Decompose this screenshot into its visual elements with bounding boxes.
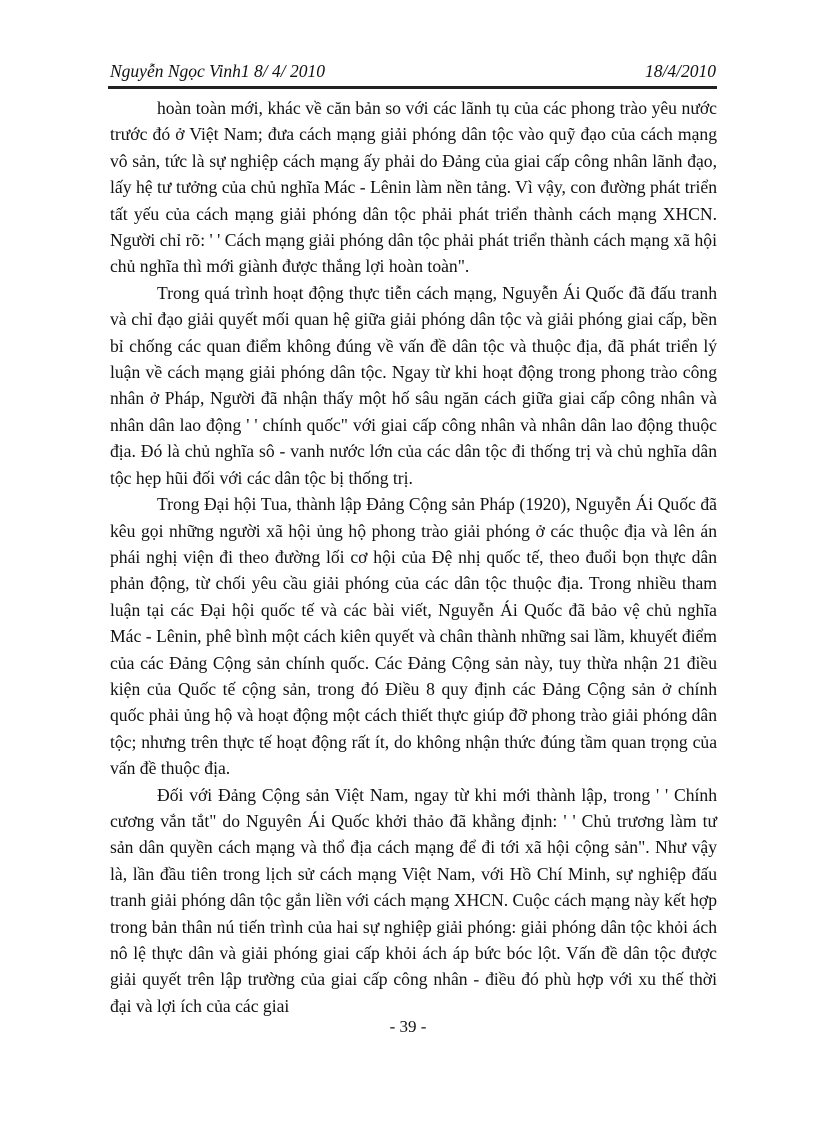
header-divider — [108, 86, 717, 89]
page-number: - 39 - — [389, 1017, 427, 1036]
header-date: 18/4/2010 — [645, 61, 716, 81]
page-header — [110, 59, 716, 83]
paragraph-4: Đối với Đảng Cộng sản Việt Nam, ngay từ khi mới thành lập, trong ' ' Chính cương vắn tắt" do Nguyên Ái Quốc khởi thảo đã khẳng định: ' ' Chủ trương làm tư sản dân quyền cách mạng và thổ địa cách mạng để đi tới xã hội cộng sản". Như vậy là, lần đầu tiên trong lịch sử cách mạng Việt Nam, với Hồ Chí Minh, sự nghiệp đấu tranh giải phóng dân tộc gắn liền với cách mạng XHCN. Cuộc cách mạng này kết hợp trong bản thân nú tiến trình của hai sự nghiệp giải phóng: giải phóng dân tộc khỏi ách nô lệ thực dân và giải phóng giai cấp khỏi ách áp bức bóc lột. Vấn đề dân tộc được giải quyết trên lập trường của giai cấp công nhân - điều đó phù hợp với xu thế thời đại và lợi ích của các giai — [110, 784, 717, 1016]
paragraph-1: hoàn toàn mới, khác về căn bản so với các lãnh tụ của các phong trào yêu nước trước đó ở Việt Nam; đưa cách mạng giải phóng dân tộc vào quỹ đạo của cách mạng vô sản, tức là sự nghiệp cách mạng ấy phải do Đảng của giai cấp công nhân lãnh đạo, lấy hệ tư tưởng của chủ nghĩa Mác - Lênin làm nền tảng. Vì vậy, con đường phát triển tất yếu của cách mạng giải phóng dân tộc phải phát triển thành cách mạng XHCN. Người chỉ rõ: ' ' Cách mạng giải phóng dân tộc phải phát triển thành cách mạng xã hội chủ nghĩa thì mới giành được thắng lợi hoàn toàn". — [110, 98, 717, 277]
paragraph-3: Trong Đại hội Tua, thành lập Đảng Cộng sản Pháp (1920), Nguyễn Ái Quốc đã kêu gọi những người xã hội ủng hộ phong trào giải phóng ở các thuộc địa và lên án phái nghị viện đi theo đường lối cơ hội của Đệ nhị quốc tế, theo đuổi bọn thực dân phản động, từ chối yêu cầu giải phóng của các dân tộc thuộc địa. Trong nhiều tham luận tại các Đại hội quốc tế và các bài viết, Nguyễn Ái Quốc đã bảo vệ chủ nghĩa Mác - Lênin, phê bình một cách kiên quyết và chân thành những sai lầm, khuyết điểm của các Đảng Cộng sản chính quốc. Các Đảng Cộng sản này, tuy thừa nhận 21 điều kiện của Quốc tế cộng sản, trong đó Điều 8 quy định các Đảng Cộng sản ở chính quốc phải ủng hộ và hoạt động một cách thiết thực giúp đỡ phong trào giải phóng dân tộc; nhưng trên thực tế hoạt động rất ít, do không nhận thức đúng tầm quan trọng của vấn đề thuộc địa. — [110, 494, 717, 779]
header-author-date: Nguyễn Ngọc Vinh1 8/ 4/ 2010 — [110, 61, 325, 81]
document-body — [110, 95, 717, 1019]
paragraph-2: Trong quá trình hoạt động thực tiễn cách mạng, Nguyễn Ái Quốc đã đấu tranh và chỉ đạo giải quyết mối quan hệ giữa giải phóng dân tộc và giải phóng giai cấp, bền bỉ chống các quan điểm không đúng về vấn đề dân tộc và thuộc địa, đã phát triển lý luận về cách mạng giải phóng dân tộc. Ngay từ khi hoạt động trong phong trào công nhân ở Pháp, Người đã nhận thấy một hố sâu ngăn cách giữa giai cấp công nhân và nhân dân lao động ' ' chính quốc" với giai cấp công nhân và nhân dân lao động thuộc địa. Đó là chủ nghĩa sô - vanh nước lớn của các dân tộc đi thống trị và chủ nghĩa dân tộc hẹp hũi đối với các dân tộc bị thống trị. — [110, 282, 717, 488]
